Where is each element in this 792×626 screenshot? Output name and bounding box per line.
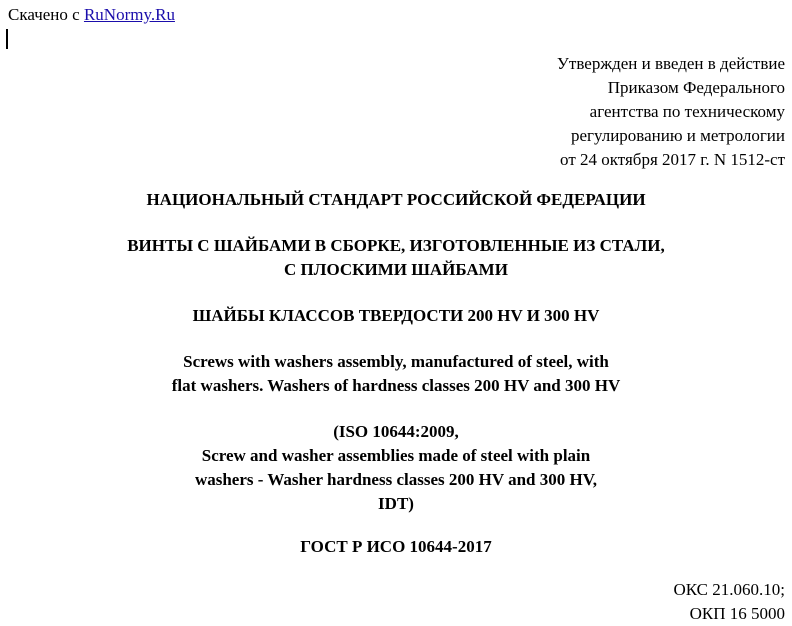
- english-line: Screws with washers assembly, manufactured of steel, with: [183, 352, 609, 371]
- approval-block: [365, 52, 785, 172]
- iso-line: washers - Washer hardness classes 200 HV and 300 HV,: [194, 470, 598, 489]
- approval-line: Приказом Федерального: [607, 78, 785, 97]
- approval-line: Утвержден и введен в действие: [556, 54, 785, 73]
- gost-number: [0, 535, 792, 559]
- approval-line: от 24 октября 2017 г. N 1512-ст: [560, 150, 785, 169]
- source-prefix: Скачено с: [8, 5, 80, 24]
- iso-line: Screw and washer assemblies made of steel with plain: [201, 446, 591, 465]
- iso-reference: [0, 420, 792, 516]
- iso-line: IDT): [378, 494, 414, 513]
- source-link[interactable]: RuNormy.Ru: [83, 5, 175, 24]
- iso-line: (ISO 10644:2009,: [333, 422, 459, 441]
- subtitle-line: С ПЛОСКИМИ ШАЙБАМИ: [284, 260, 508, 279]
- document-subtitle-washers: [0, 304, 792, 328]
- okp-code: ОКП 16 5000: [689, 604, 785, 623]
- document-title: [0, 188, 792, 212]
- oks-code: ОКС 21.060.10;: [673, 580, 785, 599]
- document-subtitle: [0, 234, 792, 282]
- gost-line: ГОСТ Р ИСО 10644-2017: [300, 537, 492, 556]
- english-line: flat washers. Washers of hardness classes 200 HV and 300 HV: [171, 376, 621, 395]
- title-line: НАЦИОНАЛЬНЫЙ СТАНДАРТ РОССИЙСКОЙ ФЕДЕРАЦИИ: [146, 190, 646, 209]
- classification-codes: [485, 578, 785, 626]
- english-title: [0, 350, 792, 398]
- approval-line: агентства по техническому: [589, 102, 785, 121]
- subtitle2-line: ШАЙБЫ КЛАССОВ ТВЕРДОСТИ 200 HV И 300 HV: [192, 306, 600, 325]
- approval-line: регулированию и метрологии: [570, 126, 785, 145]
- text-cursor: [6, 29, 8, 49]
- subtitle-line: ВИНТЫ С ШАЙБАМИ В СБОРКЕ, ИЗГОТОВЛЕННЫЕ ИЗ СТАЛИ,: [127, 236, 665, 255]
- source-line: [8, 5, 175, 25]
